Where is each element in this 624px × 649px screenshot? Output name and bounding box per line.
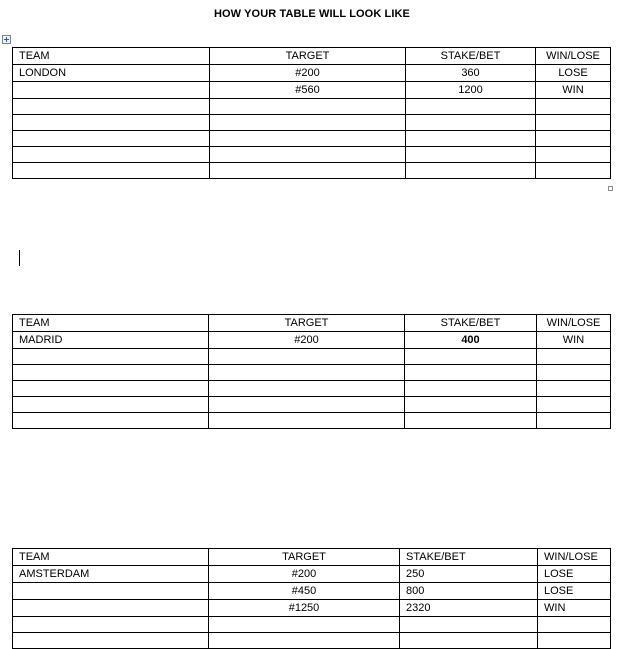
cell-target[interactable]: [209, 413, 405, 429]
cell-stake[interactable]: [406, 99, 536, 115]
cell-stake[interactable]: [406, 163, 536, 179]
cell-team[interactable]: [13, 99, 210, 115]
cell-stake[interactable]: 400: [405, 332, 537, 349]
table-header-row: [13, 315, 611, 332]
table-row: [13, 65, 611, 82]
cell-team[interactable]: [13, 633, 209, 649]
header-stake-bet[interactable]: STAKE/BET: [400, 549, 538, 566]
table-row: [13, 163, 611, 179]
cell-stake[interactable]: 2320: [400, 600, 538, 617]
table-move-handle-icon[interactable]: [2, 35, 11, 44]
header-team[interactable]: TEAM: [13, 549, 209, 566]
header-target[interactable]: TARGET: [209, 315, 405, 332]
cell-result[interactable]: LOSE: [538, 583, 611, 600]
table-row: [13, 583, 611, 600]
cell-stake[interactable]: [406, 115, 536, 131]
header-win-lose[interactable]: WIN/LOSE: [536, 48, 611, 65]
header-stake-bet[interactable]: STAKE/BET: [405, 315, 537, 332]
cell-team[interactable]: [13, 381, 209, 397]
cell-result[interactable]: WIN: [537, 332, 611, 349]
cell-result[interactable]: LOSE: [536, 65, 611, 82]
cell-result[interactable]: [536, 99, 611, 115]
cell-stake[interactable]: [405, 381, 537, 397]
cell-target[interactable]: #560: [210, 82, 406, 99]
table-row: [13, 115, 611, 131]
bet-table-1: [12, 47, 611, 179]
header-win-lose[interactable]: WIN/LOSE: [538, 549, 611, 566]
cell-target[interactable]: #200: [210, 65, 406, 82]
cell-team[interactable]: [13, 413, 209, 429]
table-row: [13, 131, 611, 147]
cell-team[interactable]: [13, 583, 209, 600]
cell-stake[interactable]: 360: [406, 65, 536, 82]
cell-target[interactable]: [209, 617, 400, 633]
cell-target[interactable]: [209, 397, 405, 413]
table-header-row: [13, 549, 611, 566]
table-row: [13, 332, 611, 349]
cell-team[interactable]: [13, 349, 209, 365]
cell-target[interactable]: [209, 633, 400, 649]
header-target[interactable]: TARGET: [210, 48, 406, 65]
cell-target[interactable]: [209, 365, 405, 381]
cell-result[interactable]: LOSE: [538, 566, 611, 583]
table-row: [13, 600, 611, 617]
cell-result[interactable]: [536, 147, 611, 163]
cell-team[interactable]: [13, 115, 210, 131]
cell-result[interactable]: [538, 617, 611, 633]
cell-team[interactable]: [13, 147, 210, 163]
cell-target[interactable]: [210, 131, 406, 147]
cell-result[interactable]: [538, 633, 611, 649]
table-row: [13, 147, 611, 163]
cell-stake[interactable]: [406, 147, 536, 163]
cell-team[interactable]: [13, 131, 210, 147]
cell-result[interactable]: WIN: [536, 82, 611, 99]
table-row: [13, 617, 611, 633]
cell-result[interactable]: [537, 365, 611, 381]
cell-target[interactable]: [209, 349, 405, 365]
cell-result[interactable]: [537, 381, 611, 397]
cell-target[interactable]: [210, 147, 406, 163]
table-row: [13, 82, 611, 99]
cell-target[interactable]: #1250: [209, 600, 400, 617]
cell-team[interactable]: AMSTERDAM: [13, 566, 209, 583]
cell-stake[interactable]: [400, 617, 538, 633]
cell-target[interactable]: #200: [209, 332, 405, 349]
table-resize-handle[interactable]: [608, 186, 613, 191]
cell-target[interactable]: [210, 99, 406, 115]
table-header-row: [13, 48, 611, 65]
cell-target[interactable]: [209, 381, 405, 397]
header-win-lose[interactable]: WIN/LOSE: [537, 315, 611, 332]
header-team[interactable]: TEAM: [13, 315, 209, 332]
table-row: [13, 365, 611, 381]
cell-team[interactable]: [13, 600, 209, 617]
cell-team[interactable]: [13, 617, 209, 633]
cell-result[interactable]: [536, 163, 611, 179]
cell-stake[interactable]: [405, 413, 537, 429]
cell-result[interactable]: [537, 349, 611, 365]
cell-result[interactable]: [536, 131, 611, 147]
table-row: [13, 381, 611, 397]
bet-table-2: [12, 314, 611, 429]
table-row: [13, 413, 611, 429]
cell-result[interactable]: [537, 413, 611, 429]
cell-team[interactable]: [13, 163, 210, 179]
header-target[interactable]: TARGET: [209, 549, 400, 566]
cell-target[interactable]: [210, 163, 406, 179]
header-stake-bet[interactable]: STAKE/BET: [406, 48, 536, 65]
cell-stake[interactable]: [400, 633, 538, 649]
cell-stake[interactable]: 250: [400, 566, 538, 583]
cell-team[interactable]: MADRID: [13, 332, 209, 349]
bet-table-3: [12, 548, 611, 649]
cell-target[interactable]: #200: [209, 566, 400, 583]
table-row: [13, 397, 611, 413]
table-row: [13, 566, 611, 583]
table-row: [13, 633, 611, 649]
table-row: [13, 99, 611, 115]
table-row: [13, 349, 611, 365]
cell-result[interactable]: WIN: [538, 600, 611, 617]
cell-stake[interactable]: 1200: [406, 82, 536, 99]
cell-team[interactable]: [13, 82, 210, 99]
document-title: HOW YOUR TABLE WILL LOOK LIKE: [213, 8, 410, 20]
cell-stake[interactable]: [405, 365, 537, 381]
cell-stake[interactable]: 800: [400, 583, 538, 600]
cell-target[interactable]: #450: [209, 583, 400, 600]
cell-stake[interactable]: [406, 131, 536, 147]
cell-team[interactable]: [13, 365, 209, 381]
text-cursor: [19, 250, 20, 266]
header-team[interactable]: TEAM: [13, 48, 210, 65]
cell-team[interactable]: LONDON: [13, 65, 210, 82]
cell-result[interactable]: [537, 397, 611, 413]
cell-team[interactable]: [13, 397, 209, 413]
cell-stake[interactable]: [405, 349, 537, 365]
cell-target[interactable]: [210, 115, 406, 131]
cell-stake[interactable]: [405, 397, 537, 413]
cell-result[interactable]: [536, 115, 611, 131]
